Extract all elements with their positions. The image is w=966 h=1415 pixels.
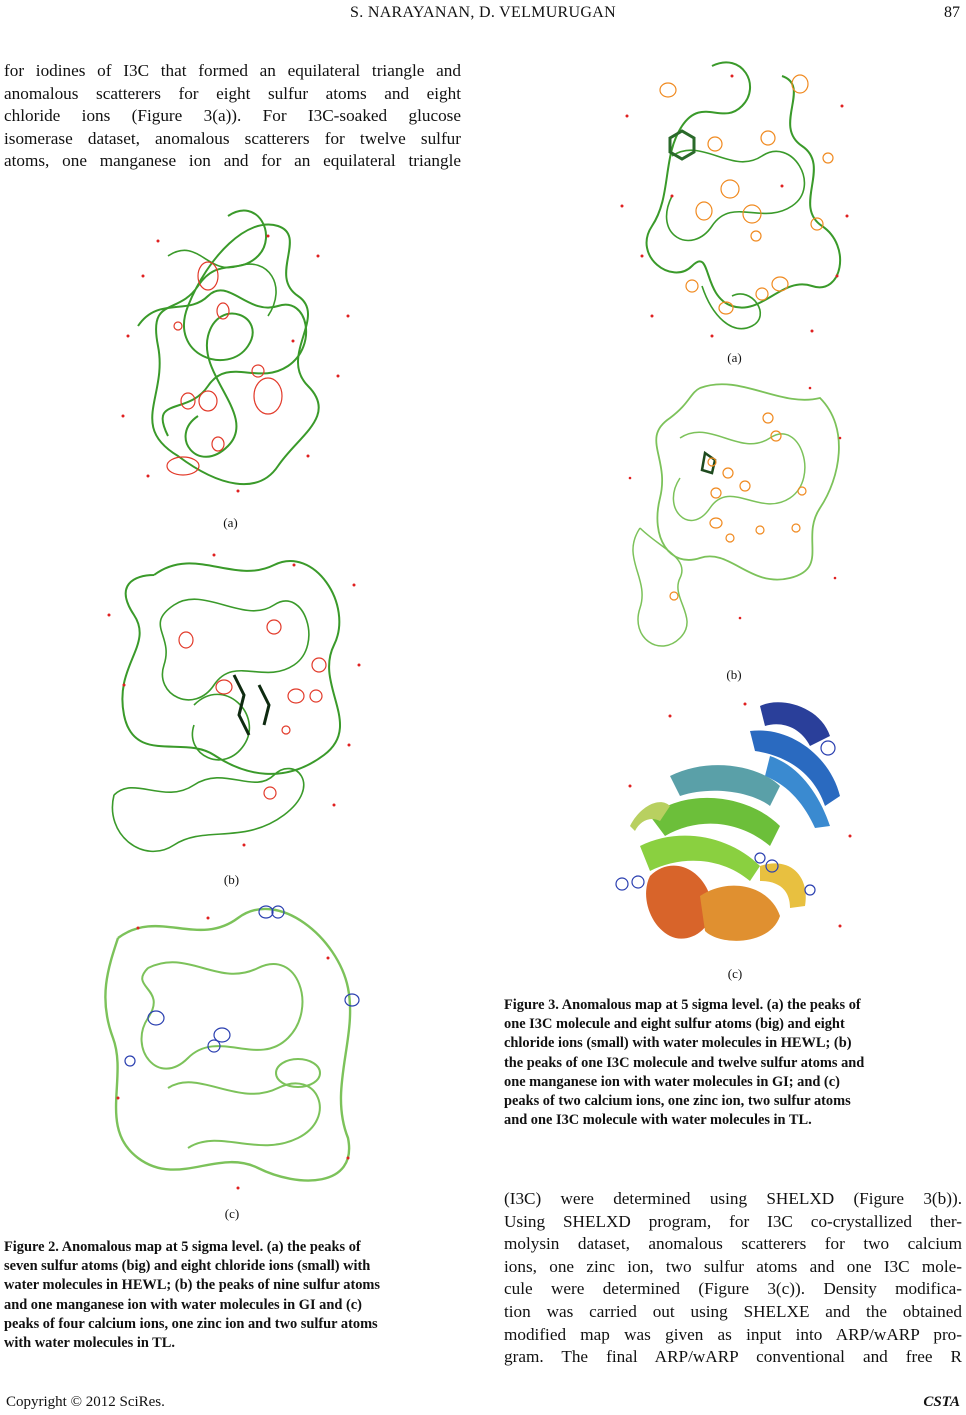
text-line: molysin dataset, anomalous scatterers for two calcium bbox=[504, 1234, 962, 1254]
left-top-paragraph bbox=[4, 60, 461, 173]
text-line: tion was carried out using SHELXE and the obtained bbox=[504, 1301, 962, 1321]
figure3-panel-c-label: (c) bbox=[727, 966, 743, 981]
figure2-panel-c-label: (c) bbox=[224, 1206, 240, 1221]
text-line: chloride ions (Figure 3(a)). For I3C-soaked glucose bbox=[4, 106, 461, 126]
figure3-panel-b-label: (b) bbox=[726, 667, 742, 682]
text-line: atoms, one manganese ion and for an equilateral triangle bbox=[4, 151, 461, 171]
figure2-panel-b-image bbox=[94, 545, 369, 865]
figure2-caption bbox=[4, 1238, 461, 1353]
figure3-panel-b-image bbox=[620, 378, 848, 660]
figure3-panel-a-image bbox=[612, 56, 857, 344]
caption-line: the peaks of one I3C molecule and twelve sulfur atoms and bbox=[504, 1054, 865, 1071]
caption-line: water molecules in HEWL; (b) the peaks of nine sulfur atoms bbox=[4, 1277, 381, 1294]
page-number: 87 bbox=[944, 4, 960, 21]
right-bottom-paragraph bbox=[504, 1188, 962, 1369]
figure3-caption bbox=[504, 996, 962, 1130]
figure3-panel-c-image bbox=[610, 696, 860, 958]
caption-line: one I3C molecule and eight sulfur atoms (big) and eight bbox=[504, 1016, 845, 1033]
figure2-panel-b-label: (b) bbox=[223, 872, 240, 887]
page-header bbox=[0, 2, 966, 28]
text-line: anomalous scatterers for eight sulfur atoms and eight bbox=[4, 83, 461, 103]
text-line: cule were determined (Figure 3(c)). Density modifica- bbox=[504, 1279, 962, 1299]
text-line: (I3C) were determined using SHELXD (Figure 3(b)). bbox=[504, 1189, 962, 1208]
caption-line: peaks of two calcium ions, one zinc ion, two sulfur atoms bbox=[504, 1093, 851, 1110]
text-line: modified map was given as input into ARP/wARP pro- bbox=[504, 1324, 962, 1344]
text-line: gram. The final ARP/wARP conventional and free R bbox=[504, 1347, 962, 1367]
journal-name: CSTA bbox=[923, 1394, 960, 1410]
caption-line: peaks of four calcium ions, one zinc ion and two sulfur atoms bbox=[4, 1315, 378, 1332]
figure2-panel-a-label: (a) bbox=[223, 515, 238, 530]
running-title: S. NARAYANAN, D. VELMURUGAN bbox=[350, 4, 616, 21]
caption-line: Figure 2. Anomalous map at 5 sigma level. (a) the peaks of bbox=[4, 1239, 361, 1255]
figure3-panel-a-label: (a) bbox=[727, 350, 742, 365]
text-line: ions, one zinc ion, two sulfur atoms and one I3C mole- bbox=[504, 1256, 962, 1276]
caption-line: seven sulfur atoms (big) and eight chloride ions (small) with bbox=[4, 1258, 371, 1275]
text-line: isomerase dataset, anomalous scatterers for twelve sulfur bbox=[4, 128, 461, 148]
text-line: Using SHELXD program, for I3C co-crystallized ther- bbox=[504, 1211, 962, 1231]
text-line: for iodines of I3C that formed an equilateral triangle and bbox=[4, 61, 461, 80]
caption-line: with water molecules in TL. bbox=[4, 1335, 175, 1352]
copyright-text: Copyright © 2012 SciRes. bbox=[6, 1394, 165, 1410]
caption-line: one manganese ion with water molecules in GI; and (c) bbox=[504, 1073, 840, 1090]
caption-line: and one manganese ion with water molecules in GI and (c) bbox=[4, 1296, 362, 1313]
caption-line: chloride ions (small) with water molecules in HEWL; (b) bbox=[504, 1035, 852, 1052]
figure2-panel-c-image bbox=[98, 898, 366, 1198]
figure2-panel-a-image bbox=[108, 196, 353, 508]
caption-line: and one I3C molecule with water molecules in TL. bbox=[504, 1112, 812, 1129]
caption-line: Figure 3. Anomalous map at 5 sigma level. (a) the peaks of bbox=[504, 997, 861, 1013]
